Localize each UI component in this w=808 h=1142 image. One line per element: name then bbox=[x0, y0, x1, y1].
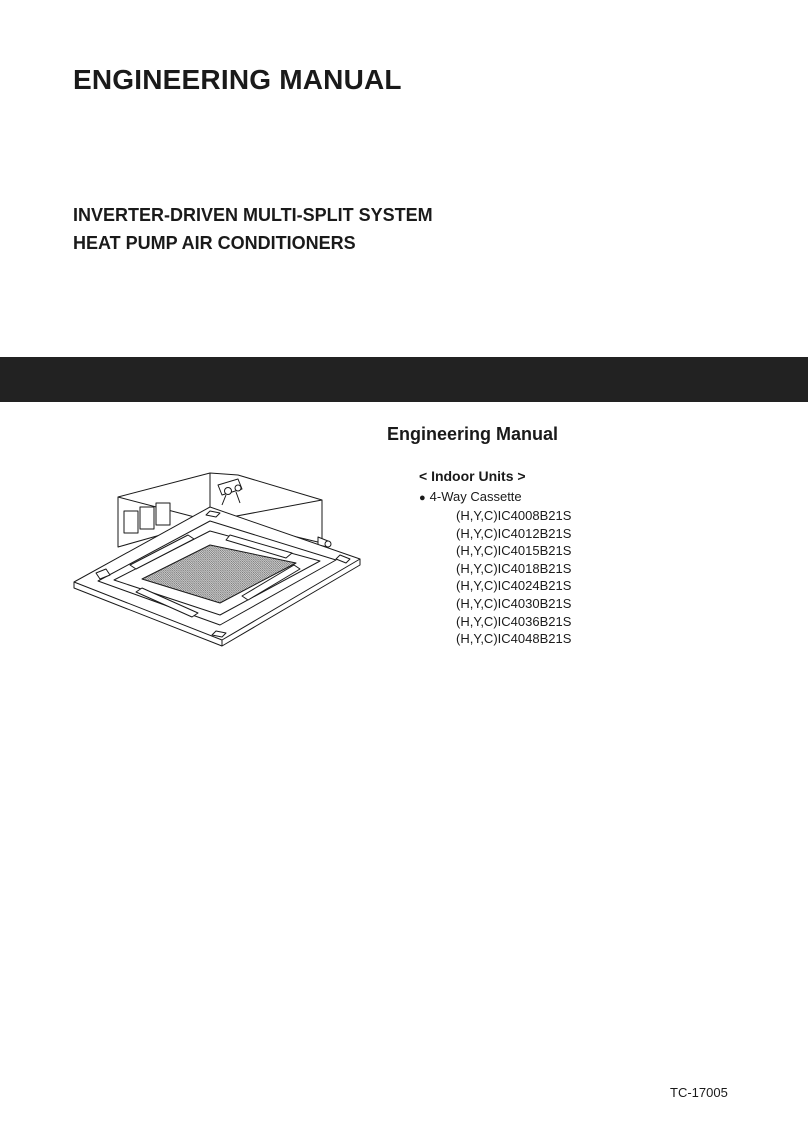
section-heading: Engineering Manual bbox=[387, 424, 559, 444]
model-item: (H,Y,C)IC4048B21S bbox=[456, 631, 572, 647]
model-item: (H,Y,C)IC4024B21S bbox=[456, 578, 572, 594]
model-item: (H,Y,C)IC4036B21S bbox=[456, 613, 572, 629]
ceiling-cassette-unit-icon bbox=[70, 455, 370, 660]
model-list bbox=[456, 507, 571, 648]
header-band bbox=[0, 357, 808, 402]
model-item: (H,Y,C)IC4018B21S bbox=[456, 560, 572, 576]
bullet-icon: ● bbox=[419, 492, 426, 504]
subtitle-line-1: INVERTER-DRIVEN MULTI-SPLIT SYSTEM bbox=[73, 205, 433, 225]
subtitle-line-2: HEAT PUMP AIR CONDITIONERS bbox=[73, 233, 356, 253]
indoor-units-heading: < Indoor Units > bbox=[419, 468, 526, 484]
model-item: (H,Y,C)IC4012B21S bbox=[456, 525, 572, 541]
document-code: TC-17005 bbox=[670, 1085, 728, 1100]
model-item: (H,Y,C)IC4030B21S bbox=[456, 595, 572, 611]
document-title: ENGINEERING MANUAL bbox=[73, 64, 402, 95]
model-item: (H,Y,C)IC4015B21S bbox=[456, 543, 572, 559]
model-item: (H,Y,C)IC4008B21S bbox=[456, 508, 572, 523]
unit-type-line bbox=[419, 489, 522, 504]
unit-type-label: 4-Way Cassette bbox=[429, 489, 522, 504]
